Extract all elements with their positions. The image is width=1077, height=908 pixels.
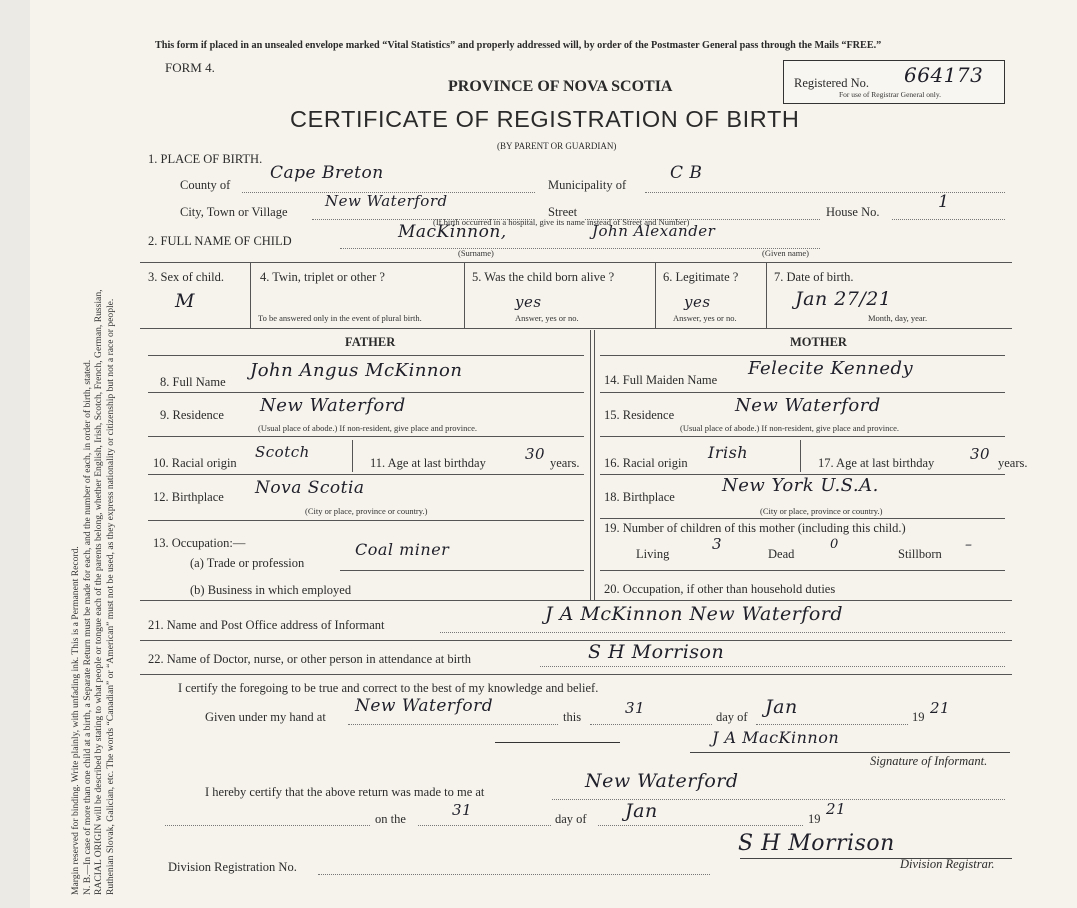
father-heading: FATHER [345,335,396,349]
stillborn-label: Stillborn [898,547,942,561]
twin-label: 4. Twin, triplet or other ? [260,270,385,284]
living-value: 3 [712,535,723,553]
hospital-note: (If birth occurred in a hospital, give its name instead of Street and Number) [433,217,690,227]
day-of-label: day of [716,710,748,724]
father-residence-value: New Waterford [260,395,406,416]
father-birthplace-label: 12. Birthplace [153,490,224,504]
dead-value: 0 [830,537,839,552]
informant-signature-label: Signature of Informant. [870,754,988,768]
alive-note: Answer, yes or no. [515,313,579,323]
mother-residence-value: New Waterford [735,395,881,416]
this-day: 31 [625,699,646,717]
registrar-month: Jan [625,800,658,822]
house-label: House No. [826,205,880,219]
mother-residence-label: 15. Residence [604,408,675,422]
registrar-year-prefix: 19 [808,812,821,826]
mother-race-value: Irish [708,443,749,462]
date-value: Jan 27/21 [795,288,892,310]
city-label: City, Town or Village [180,205,288,219]
informant-label: 21. Name and Post Office address of Informant [148,618,385,632]
registrar-place: New Waterford [585,770,739,792]
certificate-title: CERTIFICATE OF REGISTRATION OF BIRTH [290,106,800,132]
given-label: Given under my hand at [205,710,326,724]
business-label: (b) Business in which employed [190,583,352,597]
registrar-day: 31 [452,801,473,819]
father-residence-note: (Usual place of abode.) If non-resident, give place and province. [258,423,478,433]
child-surname: MacKinnon, [398,222,507,242]
father-years: years. [550,456,580,470]
stillborn-value: – [965,537,973,553]
mother-birthplace-note: (City or place, province or country.) [760,506,883,516]
municipality-label: Municipality of [548,178,627,192]
dead-label: Dead [768,547,795,561]
mother-birthplace-value: New York U.S.A. [722,475,879,496]
county-label: County of [180,178,231,192]
registrar-day-of-label: day of [555,812,587,826]
certify-statement: I certify the foregoing to be true and correct to the best of my knowledge and belief. [178,681,599,695]
legitimate-note: Answer, yes or no. [673,313,737,323]
binding-margin [0,0,30,908]
mother-birthplace-label: 18. Birthplace [604,490,675,504]
mother-race-label: 16. Racial origin [604,456,688,470]
county-value: Cape Breton [270,163,384,183]
living-label: Living [636,547,670,561]
father-birthplace-value: Nova Scotia [255,478,365,498]
registered-number-box [783,60,1005,104]
side-note-4: Ruthenian Slovak, Galician, etc. The words “Canadian” or “American” must not be used, as they express nationality or citizenship but not a race or people. [104,298,116,895]
father-birthplace-note: (City or place, province or country.) [305,506,428,516]
mother-years: years. [998,456,1028,470]
registrar-statement: I hereby certify that the above return was made to me at [205,785,485,799]
father-race-label: 10. Racial origin [153,456,237,470]
father-age-value: 30 [525,445,546,463]
mother-age-value: 30 [970,445,991,463]
side-note-2: N. B.—In case of more than one child at a birth, a Separate Return must be made for each, and the number of each, in order of birth, stated. [81,359,93,895]
given-name-note: (Given name) [762,248,809,258]
mail-notice: This form if placed in an unsealed envelope marked “Vital Statistics” and properly addressed will, by order of the Postmaster General pass through the Mails “FREE.” [155,40,882,51]
mother-heading: MOTHER [790,335,847,349]
side-note-3: RACIAL ORIGIN will be described by stating to what people or tongue each of the parents belong, whether English, Irish, Scotch, French, German, Russian, [93,289,104,895]
legitimate-value: yes [684,293,711,311]
city-value: New Waterford [325,192,448,210]
registrar-signature: S H Morrison [738,831,895,856]
registrar-general-note: For use of Registrar General only. [839,90,941,99]
house-value: 1 [938,192,950,212]
informant-value: J A McKinnon New Waterford [545,603,844,625]
on-the-label: on the [375,812,406,826]
sex-value: M [175,290,195,312]
registered-number: 664173 [904,63,984,87]
children-label: 19. Number of children of this mother (including this child.) [604,521,906,535]
form-number: FORM 4. [165,60,215,75]
mother-name-label: 14. Full Maiden Name [604,373,718,387]
side-notes [70,40,140,895]
place-heading: 1. PLACE OF BIRTH. [148,152,263,166]
province-title: PROVINCE OF NOVA SCOTIA [448,78,673,95]
father-age-label: 11. Age at last birthday [370,456,486,470]
date-label: 7. Date of birth. [774,270,854,284]
mother-residence-note: (Usual place of abode.) If non-resident, give place and province. [680,423,900,433]
this-label: this [563,710,582,724]
doctor-label: 22. Name of Doctor, nurse, or other person in attendance at birth [148,652,472,666]
year-value: 21 [930,699,951,717]
child-given-name: John Alexander [592,222,716,240]
legitimate-label: 6. Legitimate ? [663,270,739,284]
certificate-subtitle: (BY PARENT OR GUARDIAN) [497,141,617,151]
father-occupation-label: 13. Occupation:— [153,536,246,550]
father-name-label: 8. Full Name [160,375,226,389]
mother-occupation-label: 20. Occupation, if other than household duties [604,582,836,596]
doctor-value: S H Morrison [588,641,725,663]
father-race-value: Scotch [255,443,310,461]
division-registration-label: Division Registration No. [168,860,297,874]
sex-label: 3. Sex of child. [148,270,225,284]
father-name-value: John Angus McKinnon [250,360,463,381]
trade-value: Coal miner [355,540,450,559]
year-prefix: 19 [912,710,925,724]
child-name-label: 2. FULL NAME OF CHILD [148,234,292,248]
municipality-value: C B [670,163,703,183]
given-place: New Waterford [355,696,494,716]
registrar-year: 21 [826,800,847,818]
twin-note: To be answered only in the event of plural birth. [258,313,422,323]
street-label: Street [548,205,578,219]
alive-label: 5. Was the child born alive ? [472,270,615,284]
side-note-1: Margin reserved for binding. Write plainly, with unfading ink. This is a Permanent Record. [70,546,81,895]
date-note: Month, day, year. [868,313,928,323]
alive-value: yes [515,293,542,311]
informant-signature: J A MacKinnon [712,728,840,747]
mother-name-value: Felecite Kennedy [748,358,914,379]
division-registrar-label: Division Registrar. [900,857,995,871]
father-residence-label: 9. Residence [160,408,224,422]
month-value: Jan [765,696,798,718]
registered-label: Registered No. [794,76,869,90]
surname-note: (Surname) [458,248,494,258]
trade-label: (a) Trade or profession [190,556,305,570]
mother-age-label: 17. Age at last birthday [818,456,935,470]
